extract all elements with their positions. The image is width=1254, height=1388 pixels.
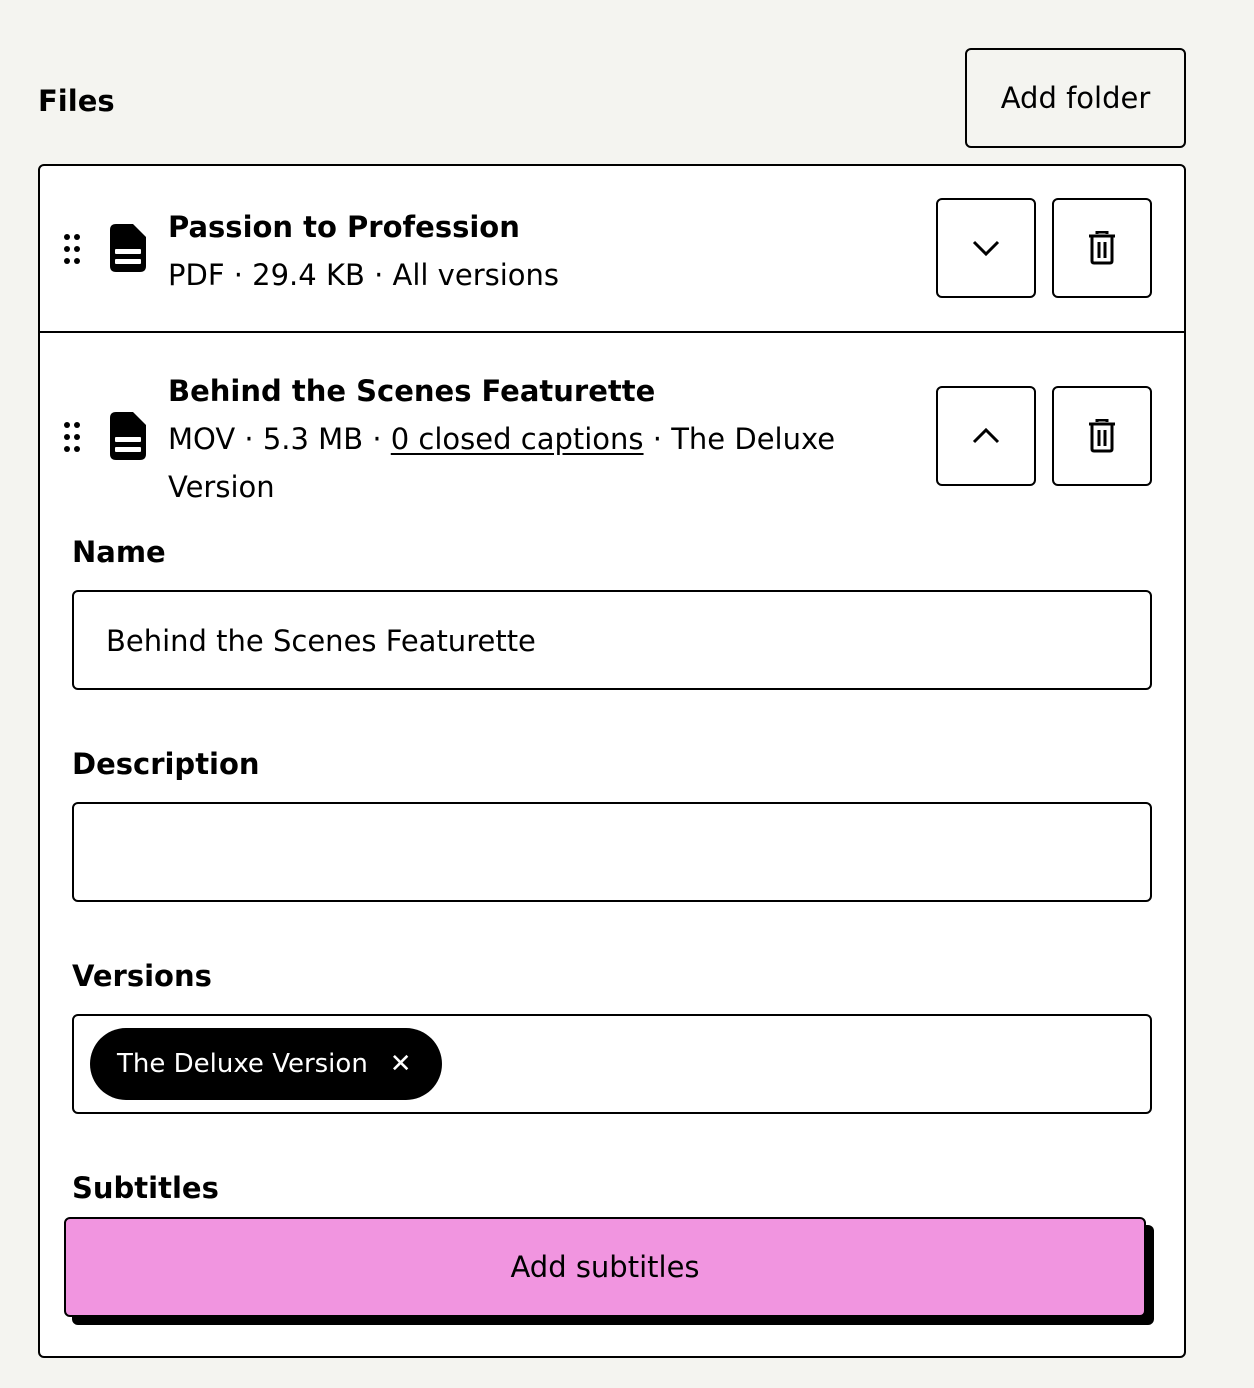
file-type: PDF xyxy=(168,258,225,292)
add-subtitles-button[interactable]: Add subtitles xyxy=(64,1217,1146,1317)
meta-separator: · xyxy=(244,422,254,456)
trash-icon xyxy=(1088,419,1116,453)
versions-label: Versions xyxy=(72,959,212,993)
chevron-up-icon xyxy=(971,427,1001,445)
remove-chip-icon[interactable]: ✕ xyxy=(389,1049,412,1079)
file-size: 5.3 MB xyxy=(262,422,364,456)
drag-handle-icon[interactable] xyxy=(64,422,80,452)
file-versions-continued: Version xyxy=(168,470,275,504)
file-versions: The Deluxe xyxy=(671,422,836,456)
name-label: Name xyxy=(72,535,166,569)
file-versions: All versions xyxy=(392,258,560,292)
file-icon xyxy=(110,224,146,272)
file-row xyxy=(40,166,1184,333)
files-heading: Files xyxy=(38,84,115,118)
meta-separator: · xyxy=(233,258,243,292)
description-label: Description xyxy=(72,747,260,781)
name-field-value: Behind the Scenes Featurette xyxy=(106,624,536,658)
delete-button[interactable] xyxy=(1052,198,1152,298)
files-list xyxy=(38,164,1186,1358)
meta-separator: · xyxy=(652,422,662,456)
file-type: MOV xyxy=(168,422,236,456)
file-meta xyxy=(168,415,835,463)
version-chip-label: The Deluxe Version xyxy=(117,1049,368,1079)
file-meta xyxy=(168,251,559,299)
drag-handle-icon[interactable] xyxy=(64,234,80,264)
file-size: 29.4 KB xyxy=(252,258,365,292)
trash-icon xyxy=(1088,231,1116,265)
meta-separator: · xyxy=(372,422,382,456)
delete-button[interactable] xyxy=(1052,386,1152,486)
collapse-button[interactable] xyxy=(936,386,1036,486)
meta-separator: · xyxy=(374,258,384,292)
file-title: Behind the Scenes Featurette xyxy=(168,374,656,408)
name-field[interactable] xyxy=(72,590,1152,690)
version-chip xyxy=(90,1028,442,1100)
chevron-down-icon xyxy=(971,239,1001,257)
add-folder-button[interactable]: Add folder xyxy=(965,48,1186,148)
file-title: Passion to Profession xyxy=(168,210,520,244)
description-field[interactable] xyxy=(72,802,1152,902)
versions-field[interactable] xyxy=(72,1014,1152,1114)
file-icon xyxy=(110,412,146,460)
expand-button[interactable] xyxy=(936,198,1036,298)
closed-captions-link[interactable]: 0 closed captions xyxy=(390,422,644,456)
subtitles-label: Subtitles xyxy=(72,1171,219,1205)
